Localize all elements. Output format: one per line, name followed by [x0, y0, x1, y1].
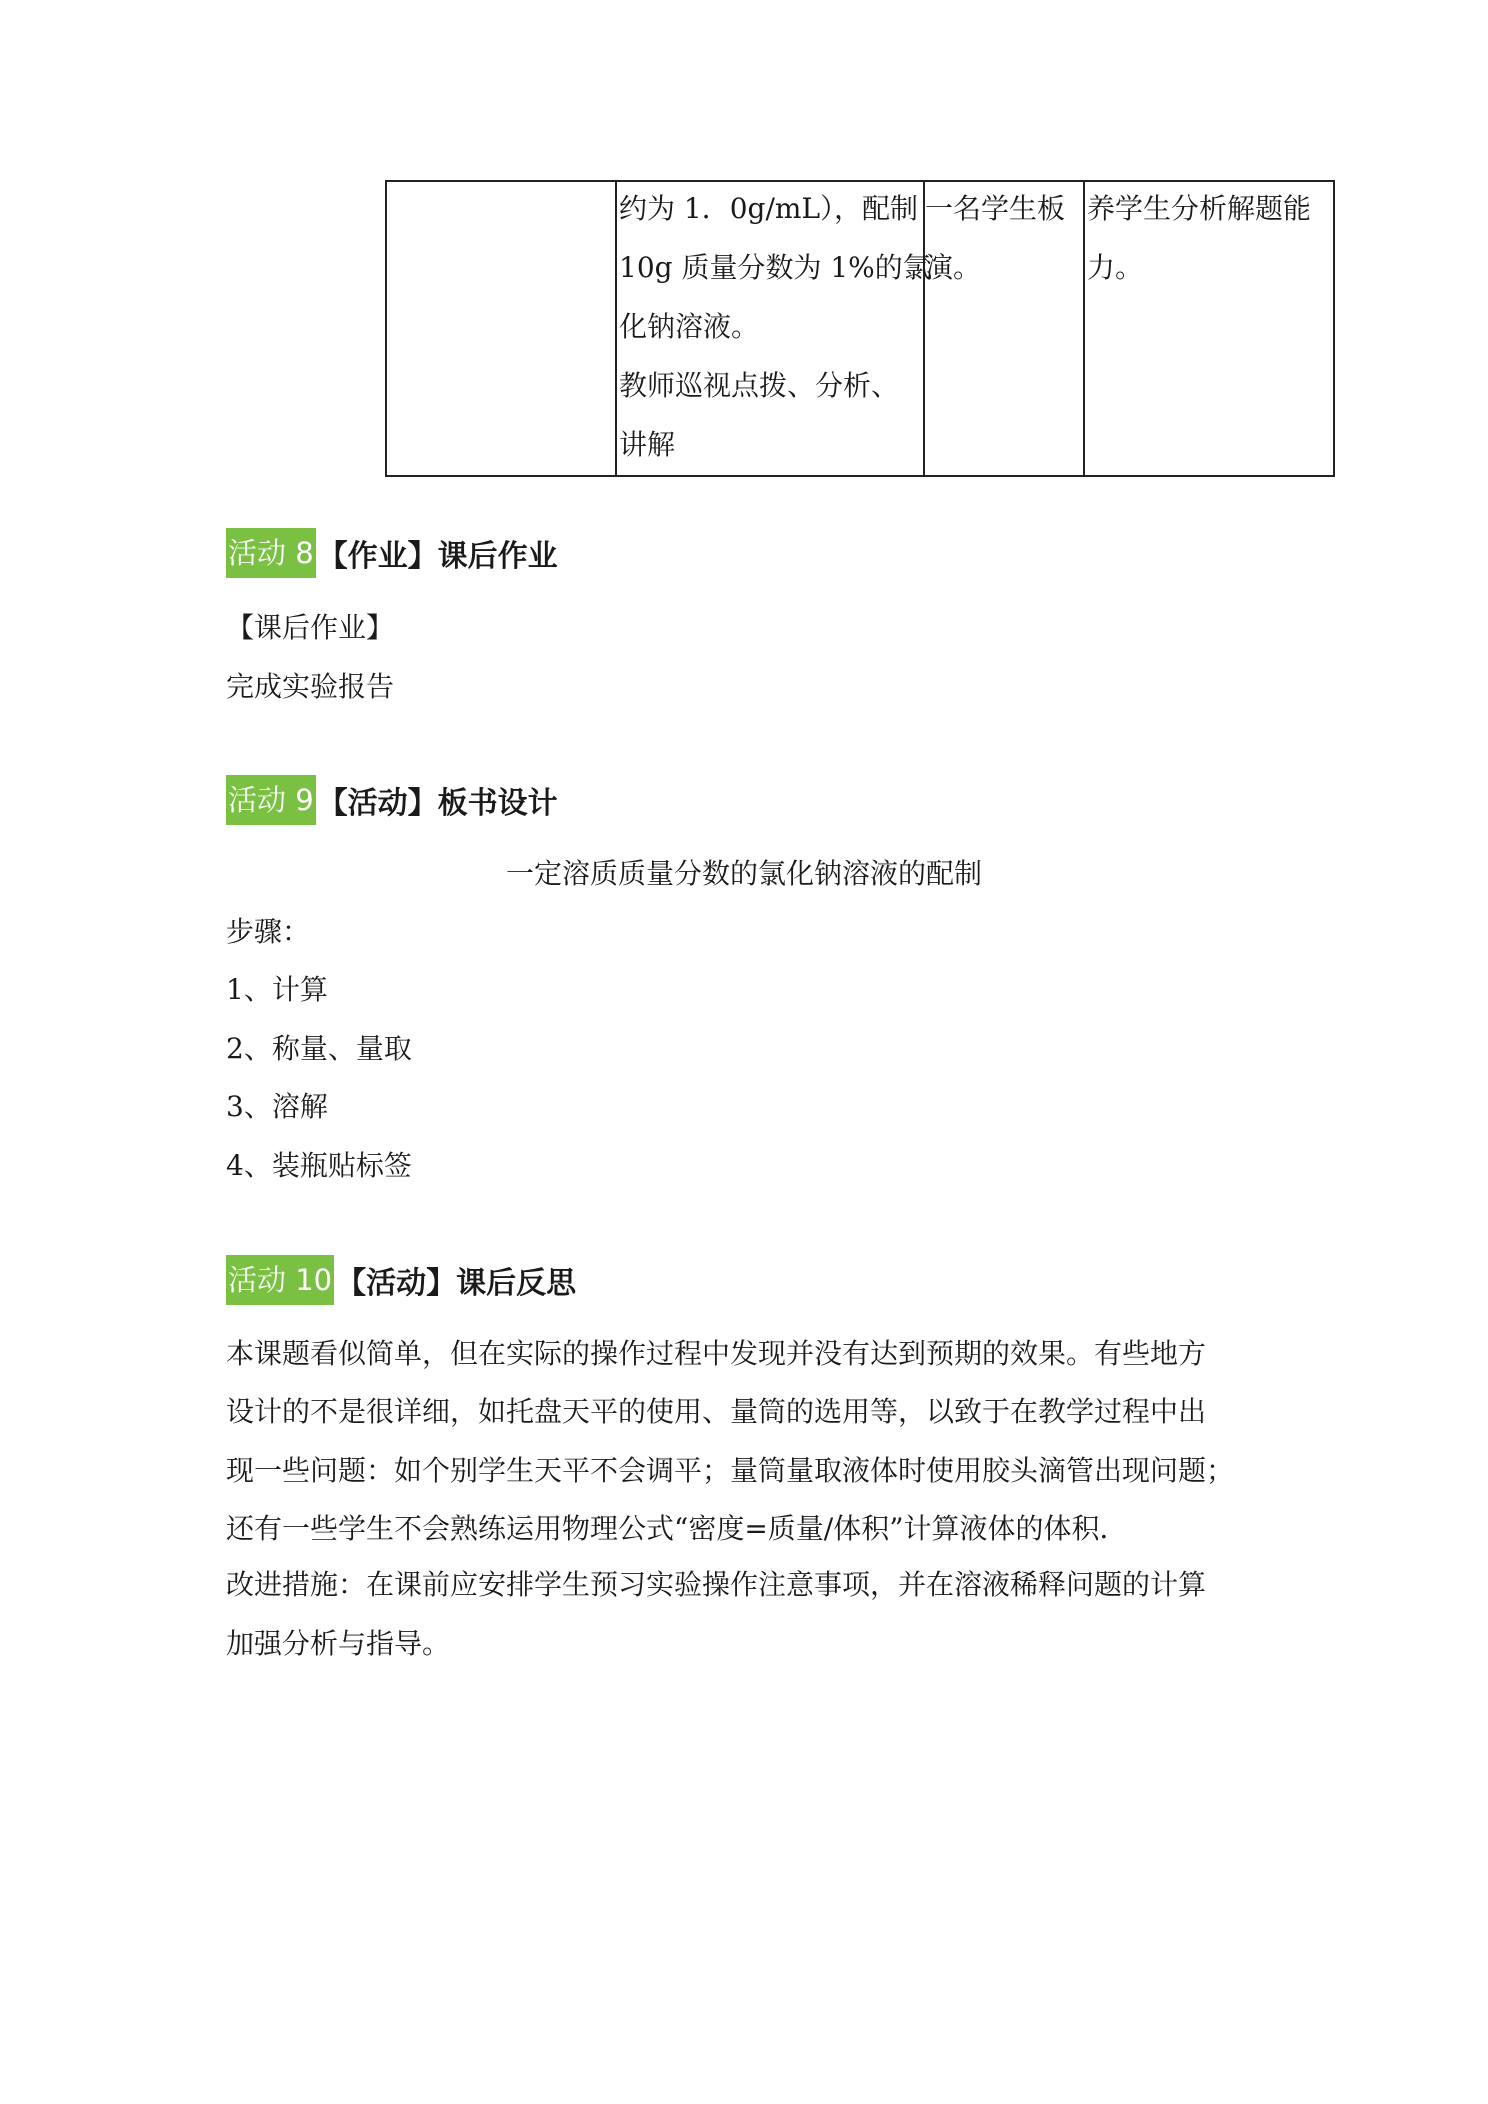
reflection-line: 现一些问题：如个别学生天平不会调平；量筒量取液体时使用胶头滴管出现问题； [226, 1454, 1235, 1487]
table-cell-teacher-activity [616, 181, 931, 476]
improvement-line: 改进措施：在课前应安排学生预习实验操作注意事项，并在溶液稀释问题的计算 [226, 1568, 1207, 1601]
activity-title: 【活动】板书设计 [317, 786, 558, 821]
steps-label: 步骤： [226, 915, 311, 948]
cell-line: 10g 质量分数为 1%的氯 [619, 251, 931, 284]
step-item: 3、溶解 [226, 1090, 328, 1123]
cell-line: 养学生分析解题能 [1087, 192, 1312, 225]
activity-badge: 活动 10 [226, 1255, 334, 1305]
improvement-line: 加强分析与指导。 [226, 1627, 451, 1660]
step-item: 2、称量、量取 [226, 1032, 412, 1065]
reflection-line: 本课题看似简单，但在实际的操作过程中发现并没有达到预期的效果。有些地方 [226, 1337, 1207, 1370]
cell-line: 教师巡视点拨、分析、 [619, 369, 900, 402]
table-cell-student-activity [924, 181, 1084, 476]
homework-text: 完成实验报告 [226, 670, 395, 703]
activity-title: 【作业】课后作业 [317, 539, 558, 574]
table-cell-empty [386, 181, 616, 476]
reflection-line: 还有一些学生不会熟练运用物理公式“密度=质量/体积”计算液体的体积． [226, 1512, 1128, 1545]
cell-line: 一名学生板 [925, 192, 1066, 225]
reflection-line: 设计的不是很详细，如托盘天平的使用、量筒的选用等，以致于在教学过程中出 [226, 1395, 1207, 1428]
table-cell-design-intent [1084, 181, 1334, 476]
activity-title: 【活动】课后反思 [336, 1266, 577, 1301]
activity-8-heading [226, 528, 558, 578]
activity-9-heading [226, 775, 558, 825]
step-item: 4、装瓶贴标签 [226, 1149, 412, 1182]
activity-badge: 活动 9 [226, 775, 316, 825]
cell-line: 演。 [925, 251, 982, 284]
cell-line: 讲解 [619, 428, 676, 461]
homework-label: 【课后作业】 [226, 611, 395, 644]
cell-line: 力。 [1087, 251, 1144, 284]
step-item: 1、计算 [226, 973, 328, 1006]
activity-badge: 活动 8 [226, 528, 316, 578]
board-design-title: 一定溶质质量分数的氯化钠溶液的配制 [505, 857, 982, 890]
lesson-table [385, 180, 1335, 477]
cell-line: 化钠溶液。 [619, 310, 760, 343]
cell-line: 约为 1．0g/mL），配制 [619, 192, 919, 225]
table-row [386, 181, 1334, 476]
activity-10-heading [226, 1255, 576, 1305]
